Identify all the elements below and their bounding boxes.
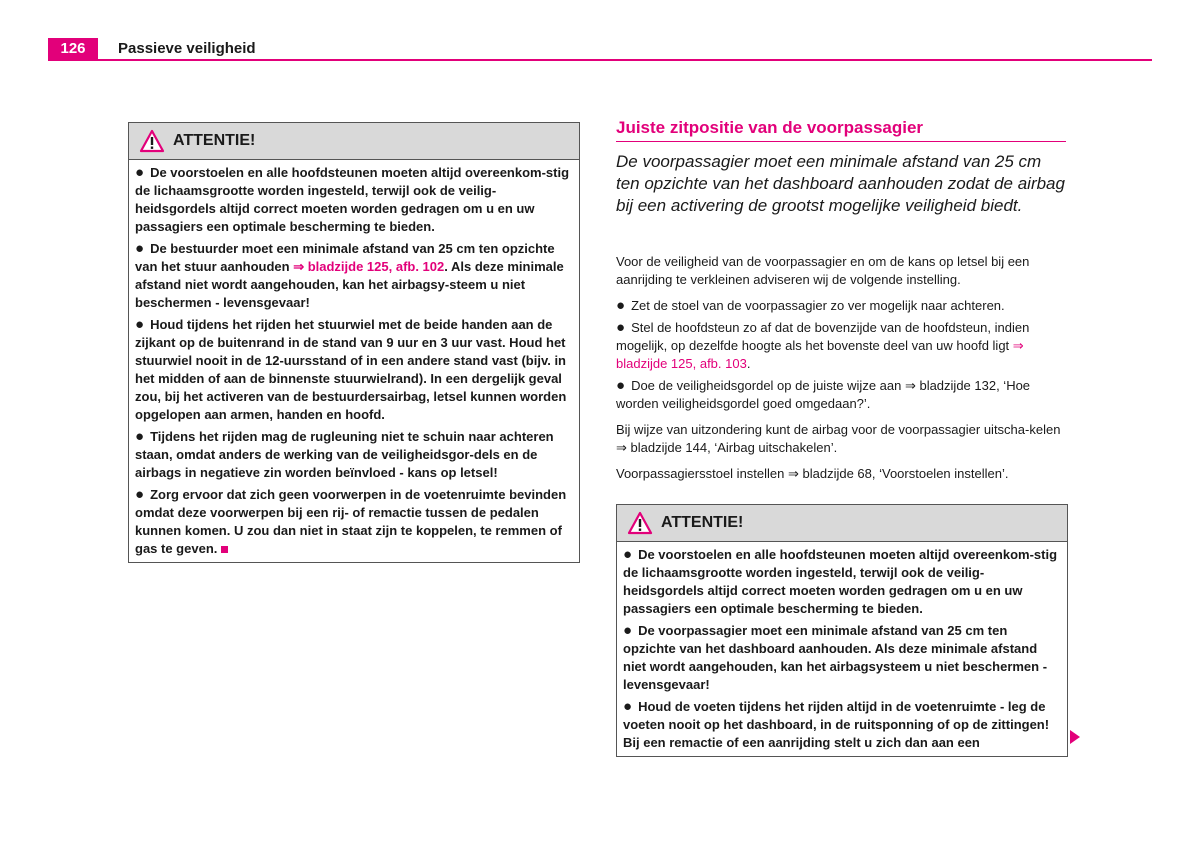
warning-item: ● Houd de voeten tijdens het rijden altijd in de voetenruimte - leg de voeten nooit op het dashboard, in de ruitsponning of op de zittingen! Bij een remactie of een aanrijding stelt u zich dan aan een [623, 698, 1050, 750]
warning-triangle-icon [139, 129, 165, 153]
section-title: Passieve veiligheid [118, 40, 256, 57]
warning-title: ATTENTIE! [173, 132, 256, 149]
paragraph: Voor de veiligheid van de voorpassagier en om de kans op letsel bij een aanrijding te verkleinen adviseren wij de volgende instelling. [616, 254, 1030, 287]
warning-body [617, 542, 1067, 756]
warning-header [129, 123, 579, 160]
header-rule [48, 59, 1152, 61]
warning-title: ATTENTIE! [661, 514, 744, 531]
list-item: ● Zet de stoel van de voorpassagier zo ver mogelijk naar achteren. [616, 297, 1005, 314]
page-number: 126 [48, 38, 98, 60]
warning-header [617, 505, 1067, 542]
body-text [616, 253, 1066, 487]
subsection-title: Juiste zitpositie van de voorpassagier [616, 118, 1066, 142]
warning-item: ● Zorg ervoor dat zich geen voorwerpen in de voetenruimte bevinden omdat deze voorwerpen bij een rij- of remactie tussen de pedalen kunnen komen. U zou dan niet in staat zijn te koppelen, te remmen of gas te geven. [135, 486, 567, 556]
warning-triangle-icon [627, 511, 653, 535]
paragraph: Bij wijze van uitzondering kunt de airbag voor de voorpassagier uitscha-kelen ⇒ bladzijde 144, ‘Airbag uitschakelen’. [616, 422, 1061, 455]
intro-text: De voorpassagier moet een minimale afstand van 25 cm ten opzichte van het dashboard aanhouden zodat de airbag bij een activering de grootst mogelijke veiligheid biedt. [616, 152, 1065, 215]
warning-body [129, 160, 579, 562]
end-of-section-icon [221, 546, 228, 553]
warning-item: ● De bestuurder moet een minimale afstand van 25 cm ten opzichte van het stuur aanhouden ⇒ bladzijde 125, afb. 102. Als deze minimale afstand niet wordt aangehouden, kan het airbagsy-steem u niet beschermen - levensgevaar! [135, 240, 564, 310]
right-warning-box [616, 504, 1068, 757]
cross-reference-link[interactable]: ⇒ bladzijde 125, afb. 102 [293, 259, 445, 274]
list-item: ● Doe de veiligheidsgordel op de juiste wijze aan ⇒ bladzijde 132, ‘Hoe worden veiligheidsgordel goed omgedaan?’. [616, 377, 1031, 411]
warning-item: ● De voorstoelen en alle hoofdsteunen moeten altijd overeenkom-stig de lichaamsgrootte worden ingesteld, terwijl ook de veilig-heidsgordels altijd correct moeten worden gedragen om u en uw passagiers een optimale bescherming te bieden. [135, 164, 570, 234]
left-warning-box [128, 122, 580, 563]
warning-item: ● De voorstoelen en alle hoofdsteunen moeten altijd overeenkom-stig de lichaamsgrootte worden ingesteld, terwijl ook de veilig-heidsgordels altijd correct moeten worden gedragen om u en uw passagiers een optimale bescherming te bieden. [623, 546, 1058, 616]
warning-item: ● Houd tijdens het rijden het stuurwiel met de beide handen aan de zijkant op de buitenrand in de stand van 9 uur en 3 uur vast. Houd het stuurwiel nooit in de 12-uursstand of in een andere stand vast (bijv. in het midden of aan de binnenste stuurwielrand). In een dergelijk geval zou, bij het activeren van de bestuurdersairbag, letsel kunnen worden opgelopen aan armen, handen en hoofd. [135, 316, 567, 422]
cross-reference-link[interactable]: ⇒ bladzijde 125, afb. 103 [616, 338, 1024, 371]
paragraph: Voorpassagiersstoel instellen ⇒ bladzijde 68, ‘Voorstoelen instellen’. [616, 466, 1009, 481]
warning-item: ● Tijdens het rijden mag de rugleuning niet te schuin naar achteren staan, omdat anders de werking van de veiligheidsgor-dels en de airbags in negatieve zin worden beïnvloed - kans op letsel! [135, 428, 554, 480]
next-page-arrow-icon[interactable] [1070, 730, 1080, 744]
warning-item: ● De voorpassagier moet een minimale afstand van 25 cm ten opzichte van het dashboard aanhouden. Als deze minimale afstand niet wordt aangehouden, kan het airbagsysteem u niet beschermen - levensgevaar! [623, 622, 1048, 692]
list-item: ● Stel de hoofdsteun zo af dat de bovenzijde van de hoofdsteun, indien mogelijk, op dezelfde hoogte als het bovenste deel van uw hoofd ligt ⇒ bladzijde 125, afb. 103. [616, 319, 1030, 371]
